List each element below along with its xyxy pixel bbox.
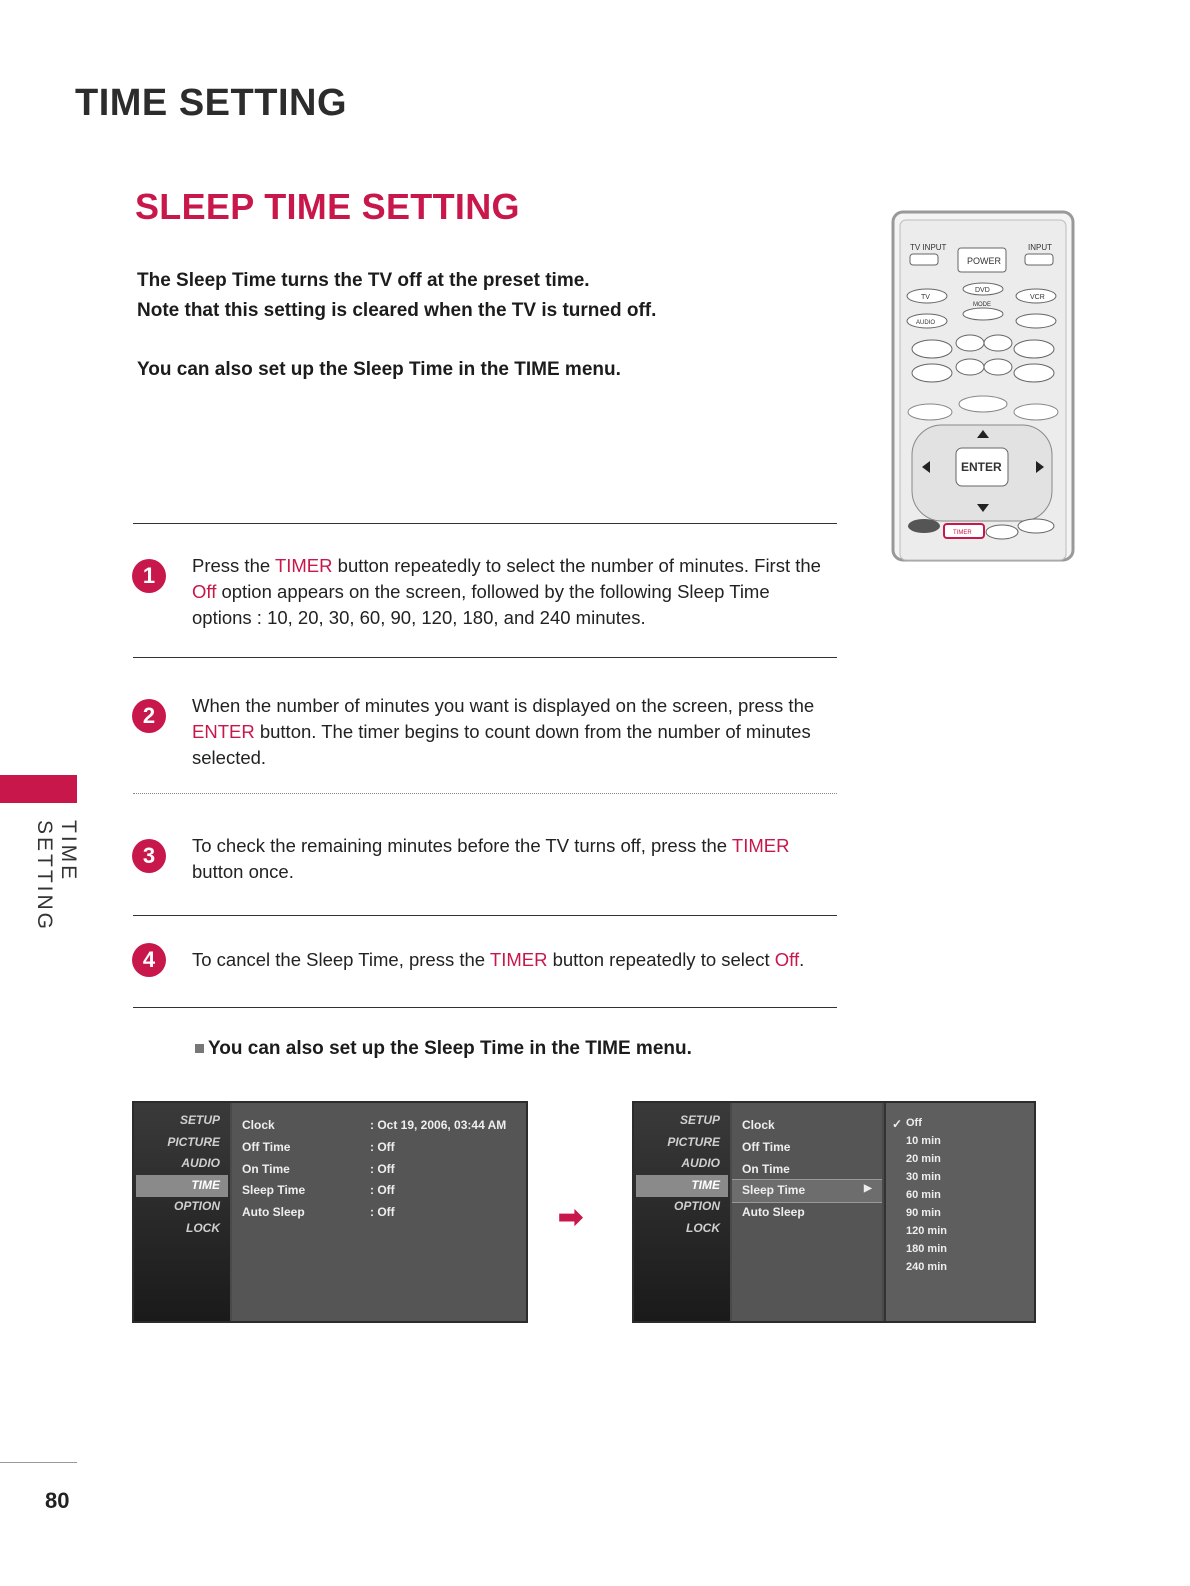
step-4-text-c: . <box>799 949 805 970</box>
tv-menu-sleep-options-screen <box>632 1101 1036 1323</box>
remote-power-label: POWER <box>967 256 1002 266</box>
tv-menu-time-screen <box>132 1101 528 1323</box>
step-4-text-b: button repeatedly to select <box>547 949 775 970</box>
step-1-text-b: button repeatedly to select the number of minutes. First the <box>332 555 821 576</box>
step-2-number: 2 <box>132 699 166 733</box>
menu-category-time: TIME <box>191 1178 220 1192</box>
chapter-side-tab <box>0 775 77 803</box>
sleep-option-240: 240 min <box>906 1261 947 1273</box>
menu-row-sleep-time: Sleep Time <box>242 1183 306 1197</box>
sleep-option-20: 20 min <box>906 1153 941 1165</box>
step-1-number: 1 <box>132 559 166 593</box>
step-2-text-b: button. The timer begins to count down from the number of minutes selected. <box>192 721 811 768</box>
step-3-text-b: button once. <box>192 861 294 882</box>
step-3-keyword-timer: TIMER <box>731 835 790 856</box>
menu-category-setup: SETUP <box>679 1113 720 1127</box>
remote-tv-label: TV <box>921 294 930 301</box>
sleep-option-30: 30 min <box>906 1171 941 1183</box>
chapter-side-label: TIME SETTING <box>33 820 80 933</box>
bullet-square-icon <box>195 1044 204 1053</box>
intro-line-1: The Sleep Time turns the TV off at the preset time. <box>137 270 590 291</box>
remote-mode-label: MODE <box>973 302 991 308</box>
page-title: TIME SETTING <box>75 82 347 124</box>
sleep-option-90: 90 min <box>906 1207 941 1219</box>
step-4-keyword-timer: TIMER <box>489 949 548 970</box>
remote-tv-input-label: TV INPUT <box>910 243 947 252</box>
footer-rule <box>0 1462 77 1463</box>
divider-5 <box>133 1007 837 1008</box>
menu-category-setup: SETUP <box>179 1113 220 1127</box>
menu-row-auto-sleep: Auto Sleep <box>742 1205 805 1219</box>
menu-category-lock: LOCK <box>186 1221 220 1235</box>
sleep-option-off: Off <box>906 1117 922 1129</box>
section-title: SLEEP TIME SETTING <box>135 186 520 227</box>
submenu-arrow-icon: ▶ <box>864 1183 872 1194</box>
divider-1 <box>133 523 837 524</box>
step-4-number: 4 <box>132 943 166 977</box>
intro-line-3: You can also set up the Sleep Time in the TIME menu. <box>137 359 621 380</box>
step-4-text <box>192 947 832 973</box>
divider-3 <box>133 793 837 794</box>
menu-row-sleep-time: Sleep Time <box>742 1183 806 1197</box>
menu-row-clock: Clock <box>742 1118 775 1132</box>
remote-dvd-label: DVD <box>975 287 990 294</box>
step-3-text-a: To check the remaining minutes before the TV turns off, press the <box>192 835 732 856</box>
tip-text: You can also set up the Sleep Time in the TIME menu. <box>208 1038 692 1059</box>
intro-line-2: Note that this setting is cleared when the TV is turned off. <box>137 300 657 321</box>
remote-vcr-label: VCR <box>1030 294 1045 301</box>
divider-4 <box>133 915 837 916</box>
menu-row-clock: Clock <box>242 1118 275 1132</box>
step-2-text <box>192 693 832 771</box>
transition-arrow-icon: ➡ <box>558 1201 584 1234</box>
remote-enter-label: ENTER <box>961 460 1002 474</box>
step-1-text-c: option appears on the screen, followed by the following Sleep Time options : 10, 20, 30, 60, 90, 120, 180, and 240 minutes. <box>192 581 770 628</box>
tip-note <box>195 1038 692 1060</box>
menu-value-on-time: : Off <box>370 1162 395 1176</box>
menu-row-on-time: On Time <box>242 1162 290 1176</box>
menu-category-time: TIME <box>691 1178 720 1192</box>
menu-category-audio: AUDIO <box>681 1156 720 1170</box>
menu-row-auto-sleep: Auto Sleep <box>242 1205 305 1219</box>
step-4-keyword-off: Off <box>774 949 800 970</box>
menu-category-sidebar <box>634 1103 730 1321</box>
checkmark-icon: ✓ <box>892 1117 903 1131</box>
menu-row-off-time: Off Time <box>742 1140 791 1154</box>
menu-row-on-time: On Time <box>742 1162 790 1176</box>
step-1-keyword-timer: TIMER <box>274 555 333 576</box>
menu-row-off-time: Off Time <box>242 1140 291 1154</box>
divider-2 <box>133 657 837 658</box>
menu-item-list <box>232 1103 526 1321</box>
remote-control-illustration <box>890 210 1076 562</box>
sleep-time-options-list <box>884 1103 1034 1321</box>
menu-value-off-time: : Off <box>370 1140 395 1154</box>
remote-audio-label: AUDIO <box>916 320 936 326</box>
menu-category-picture: PICTURE <box>667 1135 720 1149</box>
menu-value-sleep-time: : Off <box>370 1183 395 1197</box>
page-number: 80 <box>45 1488 70 1513</box>
menu-category-option: OPTION <box>173 1199 220 1213</box>
menu-category-sidebar <box>134 1103 230 1321</box>
menu-value-clock: : Oct 19, 2006, 03:44 AM <box>370 1118 507 1132</box>
sleep-option-10: 10 min <box>906 1135 941 1147</box>
menu-category-picture: PICTURE <box>167 1135 220 1149</box>
step-2-text-a: When the number of minutes you want is displayed on the screen, press the <box>192 695 815 716</box>
menu-item-list <box>732 1103 882 1321</box>
sleep-option-60: 60 min <box>906 1189 941 1201</box>
remote-timer-label: TIMER <box>953 530 972 536</box>
step-3-text <box>192 833 832 885</box>
menu-value-auto-sleep: : Off <box>370 1205 395 1219</box>
menu-category-audio: AUDIO <box>181 1156 220 1170</box>
step-2-keyword-enter: ENTER <box>192 721 255 742</box>
step-4-text-a: To cancel the Sleep Time, press the <box>192 949 490 970</box>
step-1-keyword-off: Off <box>192 581 217 602</box>
step-3-number: 3 <box>132 839 166 873</box>
remote-input-label: INPUT <box>1028 243 1052 252</box>
menu-category-option: OPTION <box>673 1199 720 1213</box>
step-1-text-a: Press the <box>192 555 275 576</box>
menu-category-lock: LOCK <box>686 1221 720 1235</box>
step-1-text <box>192 553 832 631</box>
sleep-option-120: 120 min <box>906 1225 947 1237</box>
sleep-option-180: 180 min <box>906 1243 947 1255</box>
